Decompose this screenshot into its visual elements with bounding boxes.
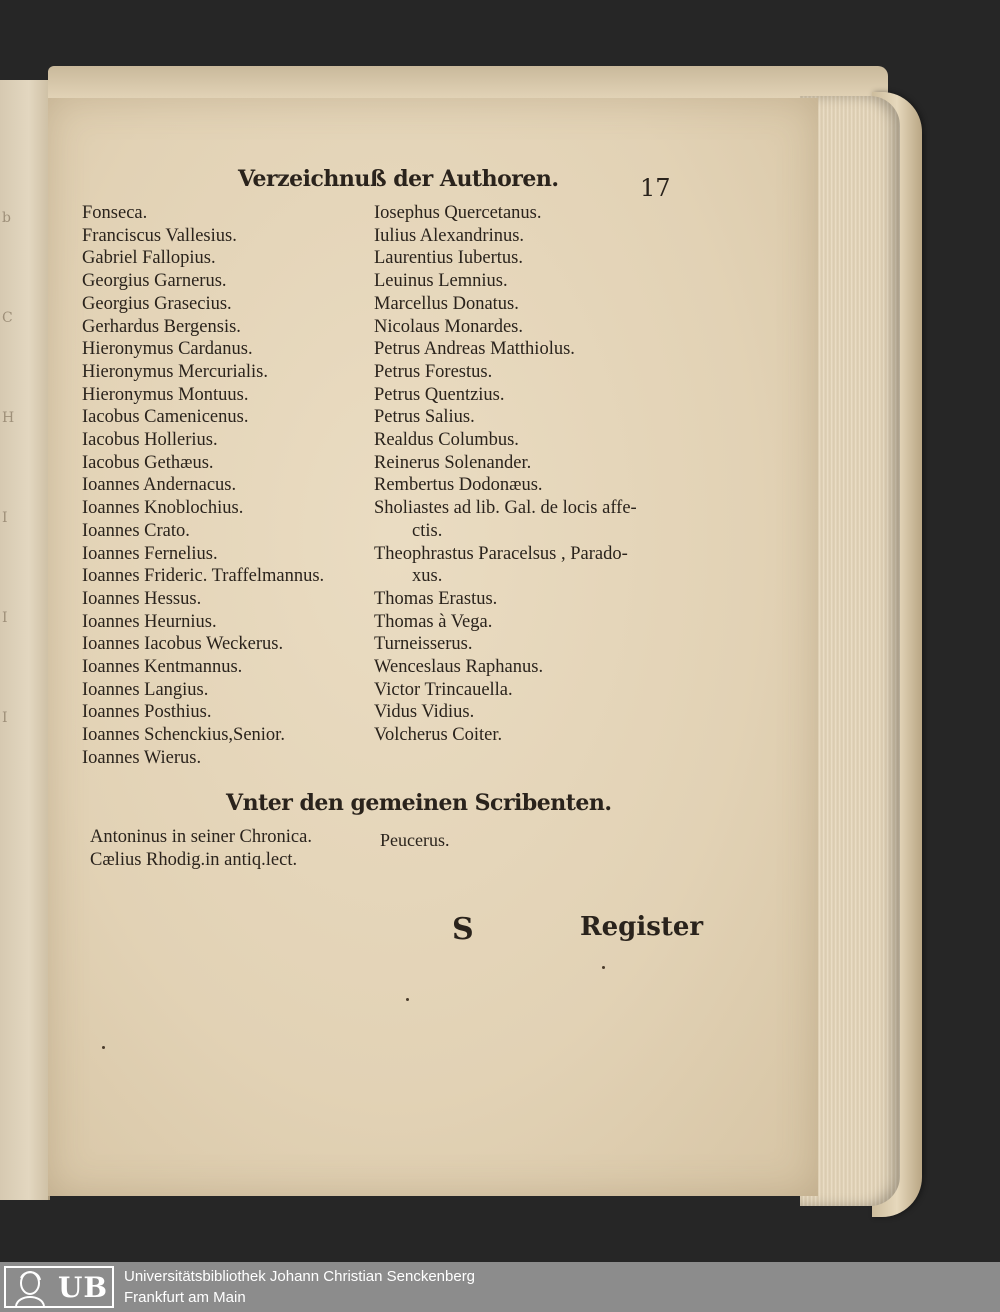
page-number: 17 (640, 174, 671, 202)
ink-speck (102, 1046, 105, 1049)
author-entry: Petrus Andreas Matthiolus. (374, 339, 575, 360)
author-entry: Vidus Vidius. (374, 702, 475, 723)
author-entry: Fonseca. (82, 203, 148, 223)
author-entry: Ioannes Posthius. (82, 702, 212, 723)
library-logo[interactable] (4, 1266, 114, 1308)
author-entry: Ioannes Knoblochius. (82, 498, 244, 519)
page-header (0, 166, 1000, 206)
author-list-left (82, 202, 324, 770)
author-entry: Realdus Columbus. (374, 430, 519, 451)
author-entry-continuation: ctis. (412, 520, 443, 541)
library-footer (0, 1262, 1000, 1312)
author-entry: Wenceslaus Raphanus. (374, 657, 544, 678)
author-entry: Ioannes Kentmannus. (82, 657, 243, 678)
author-entry-continuation: xus. (412, 566, 443, 587)
author-entry: Ioannes Crato. (82, 520, 190, 541)
previous-page-edge: b C H I I I (0, 80, 50, 1200)
library-location: Frankfurt am Main (124, 1289, 246, 1306)
library-name: Universitätsbibliothek Johann Christian Senckenberg (124, 1268, 476, 1285)
author-entry: Petrus Salius. (374, 407, 475, 428)
author-entry: Ioannes Wierus. (82, 747, 202, 768)
ink-speck (602, 966, 605, 969)
common-writers-list (90, 826, 312, 872)
author-entry: Ioannes Hessus. (82, 588, 202, 609)
author-entry: Iulius Alexandrinus. (374, 225, 525, 246)
author-entry: Leuinus Lemnius. (374, 271, 508, 292)
author-entry: Hieronymus Montuus. (82, 384, 249, 405)
author-entry: Iacobus Gethæus. (82, 452, 214, 473)
author-entry: Victor Trincauella. (374, 679, 513, 700)
author-entry: Nicolaus Monardes. (374, 316, 523, 337)
author-entry: Ioannes Andernacus. (82, 475, 237, 496)
logo-text: UB (58, 1270, 109, 1304)
author-entry: Iacobus Hollerius. (82, 430, 218, 451)
page-title: Verzeichnuß der Authoren. (238, 166, 559, 192)
author-entry: Theophrastus Paracelsus , Parado- (374, 543, 628, 564)
catchword: Register (580, 912, 704, 942)
author-entry: Ioannes Langius. (82, 679, 209, 700)
writer-entry: Cælius Rhodig.in antiq.lect. (90, 850, 298, 870)
author-entry: Marcellus Donatus. (374, 293, 519, 314)
section-heading: Vnter den gemeinen Scribenten. (226, 790, 612, 816)
author-entry: Petrus Quentzius. (374, 384, 505, 405)
author-entry: Laurentius Iubertus. (374, 248, 523, 269)
author-entry: Thomas à Vega. (374, 611, 493, 632)
author-entry: Sholiastes ad lib. Gal. de locis affe- (374, 498, 637, 519)
author-entry: Reinerus Solenander. (374, 452, 532, 473)
author-entry: Ioannes Heurnius. (82, 611, 217, 632)
author-entry: Gerhardus Bergensis. (82, 316, 241, 337)
author-entry: Hieronymus Mercurialis. (82, 361, 268, 382)
author-entry: Ioannes Schenckius,Senior. (82, 725, 285, 746)
author-entry: Gabriel Fallopius. (82, 248, 216, 269)
author-entry: Franciscus Vallesius. (82, 225, 237, 246)
book-top-edge (48, 66, 888, 100)
writer-entry: Peucerus. (380, 830, 450, 850)
author-entry: Thomas Erastus. (374, 588, 498, 609)
author-entry: Iacobus Camenicenus. (82, 407, 249, 428)
portrait-icon (10, 1268, 50, 1306)
author-entry: Ioannes Iacobus Weckerus. (82, 634, 284, 655)
ink-speck (406, 998, 409, 1001)
author-entry: Turneisserus. (374, 634, 473, 655)
author-entry: Ioannes Frideric. Traffelmannus. (82, 566, 325, 587)
author-list-right (374, 202, 637, 747)
author-entry: Georgius Grasecius. (82, 293, 232, 314)
author-entry: Iosephus Quercetanus. (374, 203, 542, 223)
author-entry: Petrus Forestus. (374, 361, 493, 382)
author-entry: Rembertus Dodonæus. (374, 475, 543, 496)
author-entry: Hieronymus Cardanus. (82, 339, 253, 360)
writer-entry: Antoninus in seiner Chronica. (90, 827, 312, 847)
signature-mark: S (452, 912, 474, 947)
author-entry: Ioannes Fernelius. (82, 543, 218, 564)
author-entry: Volcherus Coiter. (374, 725, 503, 746)
author-entry: Georgius Garnerus. (82, 271, 227, 292)
